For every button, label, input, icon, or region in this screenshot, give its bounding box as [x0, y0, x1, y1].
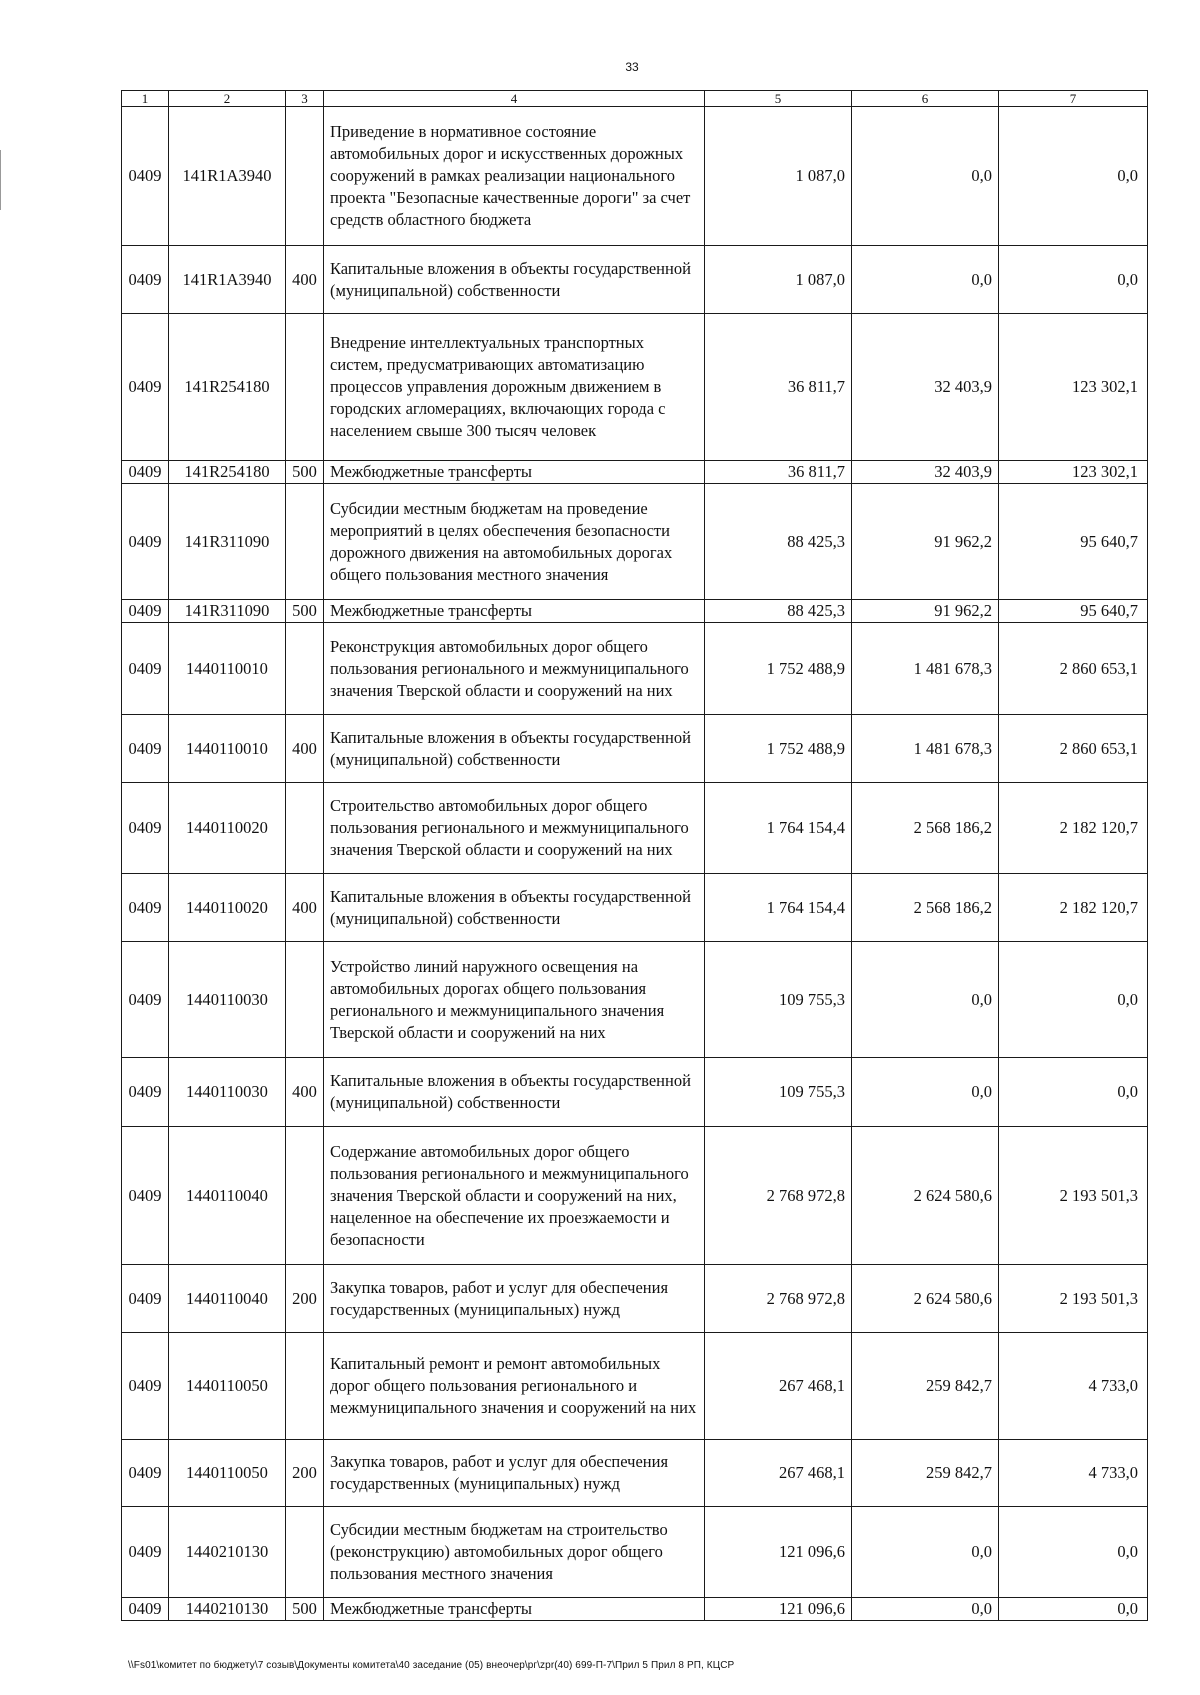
- amount-col7: 2 182 120,7: [999, 874, 1148, 942]
- amount-col5: 121 096,6: [705, 1507, 852, 1598]
- table-row: [122, 600, 1148, 623]
- amount-col7: 4 733,0: [999, 1333, 1148, 1440]
- amount-col6: 2 624 580,6: [852, 1127, 999, 1265]
- budget-table: [121, 90, 1148, 1621]
- table-row: [122, 1440, 1148, 1507]
- target-code: 141R311090: [169, 484, 286, 600]
- expense-type: [286, 107, 324, 246]
- expense-type: 500: [286, 461, 324, 484]
- amount-col5: 267 468,1: [705, 1333, 852, 1440]
- description: Содержание автомобильных дорог общего пользования регионального и межмуниципального значения Тверской области и сооружений на них, нацеленное на обеспечение их проезжаемости и безопасности: [324, 1127, 705, 1265]
- description: Капитальные вложения в объекты государственной (муниципальной) собственности: [324, 1058, 705, 1127]
- description: Приведение в нормативное состояние автомобильных дорог и искусственных дорожных сооружений в рамках реализации национального проекта "Безопасные качественные дороги" за счет средств областного бюджета: [324, 107, 705, 246]
- section-code: 0409: [122, 623, 169, 715]
- amount-col6: 1 481 678,3: [852, 623, 999, 715]
- amount-col7: 2 193 501,3: [999, 1127, 1148, 1265]
- table-row: [122, 623, 1148, 715]
- description: Субсидии местным бюджетам на проведение мероприятий в целях обеспечения безопасности дорожного движения на автомобильных дорогах общего пользования местного значения: [324, 484, 705, 600]
- section-code: 0409: [122, 1440, 169, 1507]
- column-header: 3: [286, 91, 324, 107]
- target-code: 141R254180: [169, 461, 286, 484]
- expense-type: [286, 1333, 324, 1440]
- column-header: 1: [122, 91, 169, 107]
- amount-col7: 0,0: [999, 246, 1148, 314]
- table-row: [122, 1507, 1148, 1598]
- amount-col6: 32 403,9: [852, 314, 999, 461]
- amount-col7: 0,0: [999, 107, 1148, 246]
- amount-col6: 32 403,9: [852, 461, 999, 484]
- section-code: 0409: [122, 783, 169, 874]
- expense-type: [286, 1507, 324, 1598]
- column-header: 7: [999, 91, 1148, 107]
- target-code: 1440110040: [169, 1127, 286, 1265]
- description: Капитальные вложения в объекты государственной (муниципальной) собственности: [324, 246, 705, 314]
- amount-col7: 0,0: [999, 942, 1148, 1058]
- section-code: 0409: [122, 1058, 169, 1127]
- target-code: 141R1A3940: [169, 107, 286, 246]
- amount-col5: 2 768 972,8: [705, 1265, 852, 1333]
- expense-type: [286, 623, 324, 715]
- amount-col6: 0,0: [852, 1058, 999, 1127]
- amount-col6: 2 568 186,2: [852, 874, 999, 942]
- amount-col5: 36 811,7: [705, 461, 852, 484]
- amount-col6: 259 842,7: [852, 1333, 999, 1440]
- expense-type: 400: [286, 1058, 324, 1127]
- amount-col5: 36 811,7: [705, 314, 852, 461]
- expense-type: 200: [286, 1265, 324, 1333]
- target-code: 1440110030: [169, 1058, 286, 1127]
- table-row: [122, 1265, 1148, 1333]
- amount-col7: 123 302,1: [999, 314, 1148, 461]
- amount-col5: 1 087,0: [705, 107, 852, 246]
- target-code: 1440110040: [169, 1265, 286, 1333]
- section-code: 0409: [122, 1507, 169, 1598]
- target-code: 141R1A3940: [169, 246, 286, 314]
- target-code: 141R254180: [169, 314, 286, 461]
- expense-type: 400: [286, 874, 324, 942]
- table-row: [122, 1127, 1148, 1265]
- amount-col6: 0,0: [852, 942, 999, 1058]
- expense-type: 400: [286, 246, 324, 314]
- table-row: [122, 783, 1148, 874]
- description: Реконструкция автомобильных дорог общего пользования регионального и межмуниципального значения Тверской области и сооружений на них: [324, 623, 705, 715]
- description: Закупка товаров, работ и услуг для обеспечения государственных (муниципальных) нужд: [324, 1265, 705, 1333]
- amount-col7: 95 640,7: [999, 600, 1148, 623]
- section-code: 0409: [122, 314, 169, 461]
- table-row: [122, 942, 1148, 1058]
- description: Капитальные вложения в объекты государственной (муниципальной) собственности: [324, 715, 705, 783]
- section-code: 0409: [122, 1127, 169, 1265]
- table-row: [122, 314, 1148, 461]
- amount-col5: 2 768 972,8: [705, 1127, 852, 1265]
- expense-type: 400: [286, 715, 324, 783]
- description: Внедрение интеллектуальных транспортных систем, предусматривающих автоматизацию процессов управления дорожным движением в городских агломерациях, включающих города с населением свыше 300 тысяч человек: [324, 314, 705, 461]
- target-code: 1440110030: [169, 942, 286, 1058]
- section-code: 0409: [122, 715, 169, 783]
- expense-type: [286, 1127, 324, 1265]
- amount-col7: 2 860 653,1: [999, 623, 1148, 715]
- target-code: 1440110050: [169, 1440, 286, 1507]
- amount-col7: 123 302,1: [999, 461, 1148, 484]
- table-row: [122, 461, 1148, 484]
- expense-type: [286, 783, 324, 874]
- amount-col5: 1 752 488,9: [705, 715, 852, 783]
- section-code: 0409: [122, 942, 169, 1058]
- amount-col5: 109 755,3: [705, 1058, 852, 1127]
- table-row: [122, 715, 1148, 783]
- table-row: [122, 484, 1148, 600]
- section-code: 0409: [122, 1598, 169, 1621]
- target-code: 141R311090: [169, 600, 286, 623]
- description: Устройство линий наружного освещения на автомобильных дорогах общего пользования регионального и межмуниципального значения Тверской области и сооружений на них: [324, 942, 705, 1058]
- section-code: 0409: [122, 246, 169, 314]
- description: Межбюджетные трансферты: [324, 461, 705, 484]
- section-code: 0409: [122, 1265, 169, 1333]
- target-code: 1440110010: [169, 715, 286, 783]
- amount-col5: 121 096,6: [705, 1598, 852, 1621]
- expense-type: 200: [286, 1440, 324, 1507]
- amount-col5: 1 752 488,9: [705, 623, 852, 715]
- scan-edge-mark: [0, 150, 1, 210]
- description: Межбюджетные трансферты: [324, 1598, 705, 1621]
- amount-col6: 0,0: [852, 1507, 999, 1598]
- table-row: [122, 1598, 1148, 1621]
- section-code: 0409: [122, 1333, 169, 1440]
- section-code: 0409: [122, 107, 169, 246]
- column-header: 2: [169, 91, 286, 107]
- column-header: 4: [324, 91, 705, 107]
- amount-col6: 259 842,7: [852, 1440, 999, 1507]
- description: Капитальный ремонт и ремонт автомобильных дорог общего пользования регионального и межмуниципального значения и сооружений на них: [324, 1333, 705, 1440]
- amount-col7: 0,0: [999, 1058, 1148, 1127]
- column-header: 5: [705, 91, 852, 107]
- target-code: 1440110020: [169, 783, 286, 874]
- amount-col6: 0,0: [852, 107, 999, 246]
- section-code: 0409: [122, 874, 169, 942]
- table-row: [122, 874, 1148, 942]
- amount-col5: 267 468,1: [705, 1440, 852, 1507]
- section-code: 0409: [122, 600, 169, 623]
- target-code: 1440110050: [169, 1333, 286, 1440]
- amount-col7: 2 182 120,7: [999, 783, 1148, 874]
- amount-col7: 95 640,7: [999, 484, 1148, 600]
- description: Строительство автомобильных дорог общего пользования регионального и межмуниципального значения Тверской области и сооружений на них: [324, 783, 705, 874]
- amount-col6: 1 481 678,3: [852, 715, 999, 783]
- target-code: 1440210130: [169, 1598, 286, 1621]
- section-code: 0409: [122, 461, 169, 484]
- amount-col6: 0,0: [852, 246, 999, 314]
- column-header-row: [122, 91, 1148, 107]
- section-code: 0409: [122, 484, 169, 600]
- amount-col5: 1 764 154,4: [705, 874, 852, 942]
- description: Капитальные вложения в объекты государственной (муниципальной) собственности: [324, 874, 705, 942]
- amount-col5: 1 087,0: [705, 246, 852, 314]
- target-code: 1440110020: [169, 874, 286, 942]
- amount-col5: 109 755,3: [705, 942, 852, 1058]
- expense-type: [286, 942, 324, 1058]
- amount-col5: 88 425,3: [705, 600, 852, 623]
- amount-col7: 2 193 501,3: [999, 1265, 1148, 1333]
- table-row: [122, 246, 1148, 314]
- expense-type: 500: [286, 600, 324, 623]
- description: Закупка товаров, работ и услуг для обеспечения государственных (муниципальных) нужд: [324, 1440, 705, 1507]
- table-row: [122, 1058, 1148, 1127]
- expense-type: [286, 484, 324, 600]
- amount-col5: 1 764 154,4: [705, 783, 852, 874]
- amount-col6: 2 568 186,2: [852, 783, 999, 874]
- amount-col6: 91 962,2: [852, 484, 999, 600]
- description: Межбюджетные трансферты: [324, 600, 705, 623]
- expense-type: [286, 314, 324, 461]
- table-row: [122, 1333, 1148, 1440]
- amount-col7: 4 733,0: [999, 1440, 1148, 1507]
- table-row: [122, 107, 1148, 246]
- amount-col7: 2 860 653,1: [999, 715, 1148, 783]
- page-number: 33: [625, 60, 639, 74]
- amount-col6: 2 624 580,6: [852, 1265, 999, 1333]
- table-body: [122, 107, 1148, 1621]
- target-code: 1440210130: [169, 1507, 286, 1598]
- amount-col6: 0,0: [852, 1598, 999, 1621]
- description: Субсидии местным бюджетам на строительство (реконструкцию) автомобильных дорог общего пользования местного значения: [324, 1507, 705, 1598]
- expense-type: 500: [286, 1598, 324, 1621]
- amount-col7: 0,0: [999, 1507, 1148, 1598]
- file-path-footer: \\Fs01\комитет по бюджету\7 созыв\Документы комитета\40 заседание (05) внеочер\рг\zpr(40) 699-П-7\Прил 5 Прил 8 РП, КЦСР: [128, 1660, 735, 1671]
- amount-col7: 0,0: [999, 1598, 1148, 1621]
- amount-col6: 91 962,2: [852, 600, 999, 623]
- target-code: 1440110010: [169, 623, 286, 715]
- column-header: 6: [852, 91, 999, 107]
- amount-col5: 88 425,3: [705, 484, 852, 600]
